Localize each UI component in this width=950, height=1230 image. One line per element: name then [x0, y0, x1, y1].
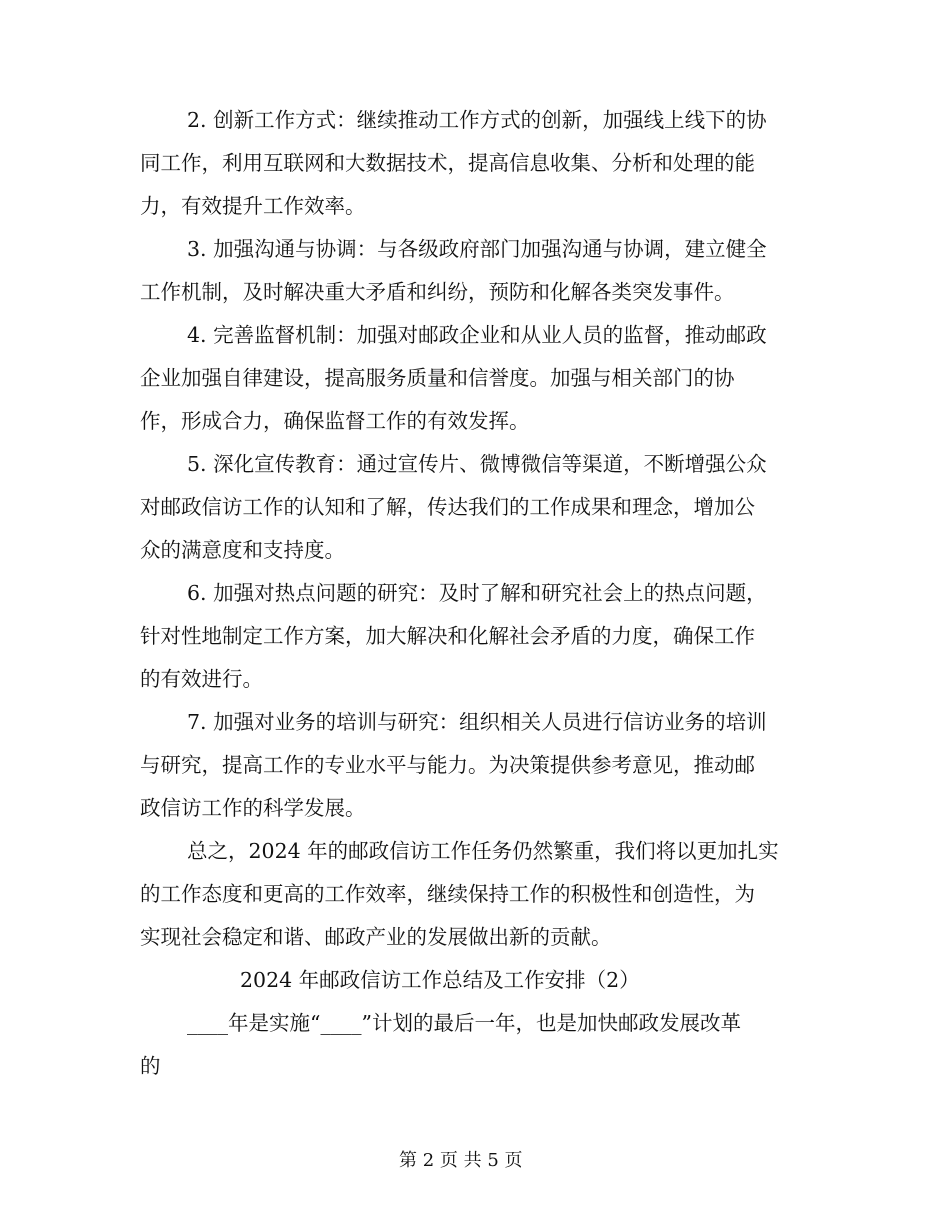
intro-line-1: ____年是实施“____”计划的最后一年，也是加快邮政发展改革 [187, 1011, 741, 1035]
item-7-line-2: 与研究，提高工作的专业水平与能力。为决策提供参考意见，推动邮 [140, 753, 755, 777]
item-2-line-1: 2. 创新工作方式：继续推动工作方式的创新，加强线上线下的协 [187, 108, 767, 132]
page-footer: 第 2 页 共 5 页 [399, 1150, 523, 1171]
item-2-line-3: 力，有效提升工作效率。 [140, 194, 366, 218]
summary-line-1: 总之，2024 年的邮政信访工作任务仍然繁重，我们将以更加扎实 [187, 839, 779, 863]
item-6-line-3: 的有效进行。 [140, 667, 263, 691]
item-5-line-1: 5. 深化宣传教育：通过宣传片、微博微信等渠道，不断增强公众 [187, 452, 767, 476]
item-2-line-2: 同工作，利用互联网和大数据技术，提高信息收集、分析和处理的能 [140, 151, 755, 175]
item-5-line-3: 众的满意度和支持度。 [140, 538, 345, 562]
item-7-line-3: 政信访工作的科学发展。 [140, 796, 366, 820]
item-6-line-2: 针对性地制定工作方案，加大解决和化解社会矛盾的力度，确保工作 [140, 624, 755, 648]
section-title: 2024 年邮政信访工作总结及工作安排（2） [240, 968, 640, 992]
summary-line-3: 实现社会稳定和谐、邮政产业的发展做出新的贡献。 [140, 925, 612, 949]
item-4-line-2: 企业加强自律建设，提高服务质量和信誉度。加强与相关部门的协 [140, 366, 735, 390]
item-6-line-1: 6. 加强对热点问题的研究：及时了解和研究社会上的热点问题， [187, 581, 767, 605]
item-4-line-3: 作，形成合力，确保监督工作的有效发挥。 [140, 409, 530, 433]
summary-line-2: 的工作态度和更高的工作效率，继续保持工作的积极性和创造性，为 [140, 882, 755, 906]
item-3-line-1: 3. 加强沟通与协调：与各级政府部门加强沟通与协调，建立健全 [187, 237, 767, 261]
item-3-line-2: 工作机制，及时解决重大矛盾和纠纷，预防和化解各类突发事件。 [140, 280, 735, 304]
intro-line-2: 的 [140, 1054, 161, 1078]
item-4-line-1: 4. 完善监督机制：加强对邮政企业和从业人员的监督，推动邮政 [187, 323, 767, 347]
item-5-line-2: 对邮政信访工作的认知和了解，传达我们的工作成果和理念，增加公 [140, 495, 755, 519]
item-7-line-1: 7. 加强对业务的培训与研究：组织相关人员进行信访业务的培训 [187, 710, 767, 734]
